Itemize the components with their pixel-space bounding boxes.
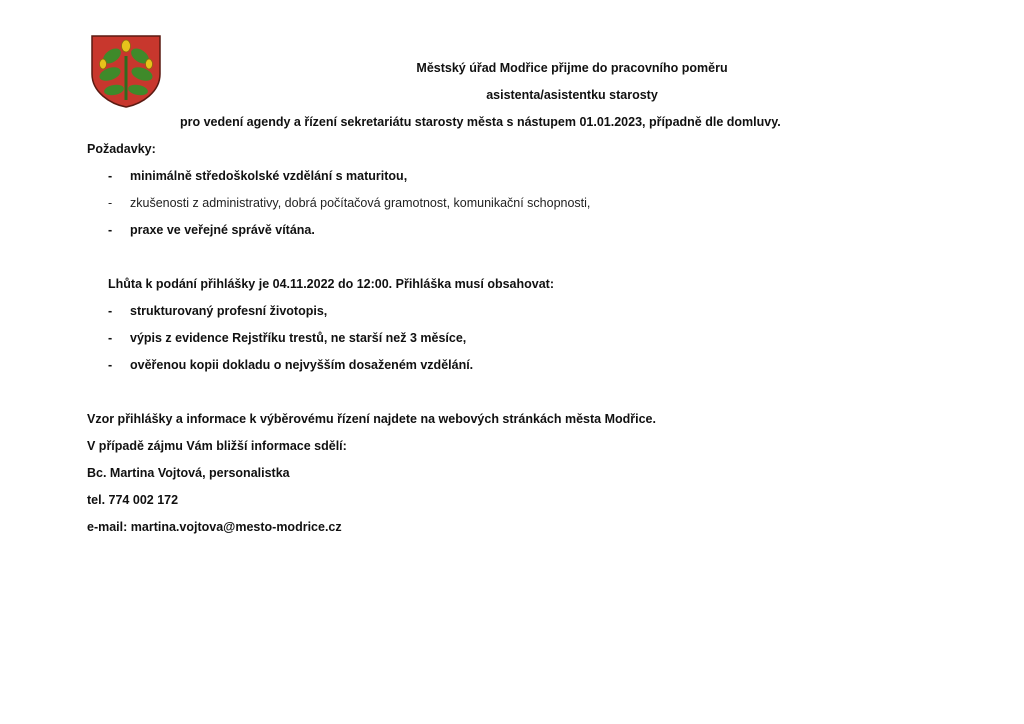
- list-item: [108, 358, 473, 372]
- list-item-text: minimálně středoškolské vzdělání s maturitou,: [130, 169, 408, 183]
- info-text: Vzor přihlášky a informace k výběrovému řízení najdete na webových stránkách města Modřice.: [87, 412, 656, 426]
- bullet-dash: -: [108, 304, 113, 318]
- heading-line-3: pro vedení agendy a řízení sekretariátu starosty města s nástupem 01.01.2023, případně dle domluvy.: [180, 115, 781, 129]
- list-item-text: zkušenosti z administrativy, dobrá počítačová gramotnost, komunikační schopnosti,: [130, 196, 591, 210]
- list-item-text: praxe ve veřejné správě vítána.: [130, 223, 315, 237]
- list-item-text: ověřenou kopii dokladu o nejvyšším dosaženém vzdělání.: [130, 358, 474, 372]
- contact-name: Bc. Martina Vojtová, personalistka: [87, 466, 290, 480]
- list-item-text: výpis z evidence Rejstříku trestů, ne starší než 3 měsíce,: [130, 331, 467, 345]
- contact-phone: tel. 774 002 172: [87, 493, 179, 507]
- heading-line-1: Městský úřad Modřice přijme do pracovního poměru: [416, 61, 728, 75]
- list-item: [108, 223, 315, 237]
- list-item-text: strukturovaný profesní životopis,: [130, 304, 328, 318]
- list-item: [108, 169, 407, 183]
- contact-email: e-mail: martina.vojtova@mesto-modrice.cz: [87, 520, 342, 534]
- bullet-dash: -: [108, 196, 113, 210]
- bullet-dash: -: [108, 331, 113, 345]
- bullet-dash: -: [108, 223, 113, 237]
- heading-line-2: asistenta/asistentku starosty: [486, 88, 658, 102]
- bullet-dash: -: [108, 169, 113, 183]
- deadline-text: Lhůta k podání přihlášky je 04.11.2022 do 12:00. Přihláška musí obsahovat:: [108, 277, 555, 291]
- bullet-dash: -: [108, 358, 113, 372]
- list-item: [108, 196, 590, 210]
- requirements-title: Požadavky:: [87, 142, 156, 156]
- list-item: [108, 331, 466, 345]
- list-item: [108, 304, 327, 318]
- interest-text: V případě zájmu Vám bližší informace sdělí:: [87, 439, 347, 453]
